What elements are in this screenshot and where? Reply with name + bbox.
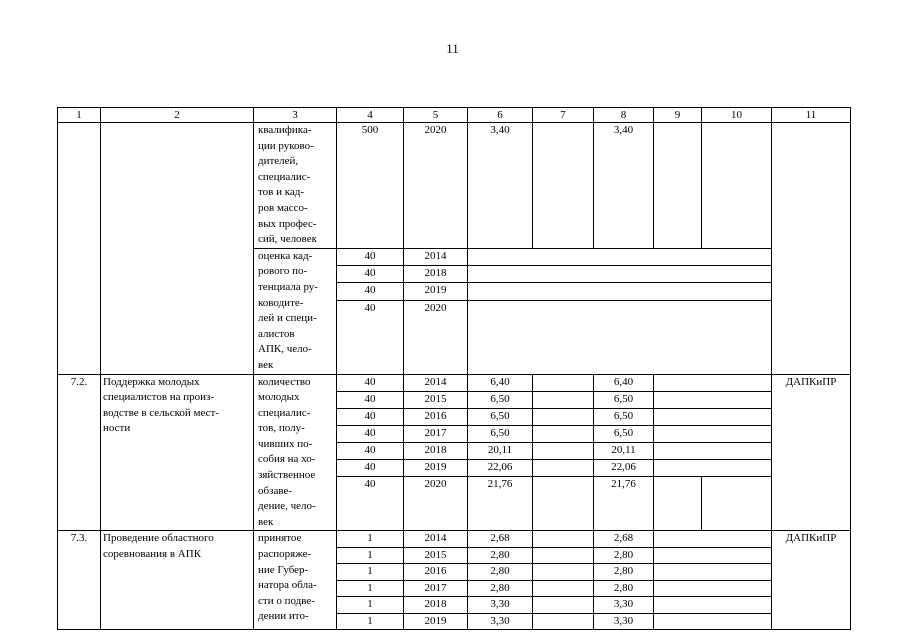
total-cell: 2,80 [468, 580, 533, 597]
year-cell: 2016 [404, 408, 468, 425]
header-cell: 2 [101, 108, 254, 123]
header-cell: 5 [404, 108, 468, 123]
empty-cell [468, 283, 772, 300]
item-number: 7.2. [58, 374, 101, 531]
indicator-cell: принятое распоряже- ние Губер- натора обла- сти о подве- дении ито- [254, 531, 337, 630]
empty-cell [654, 391, 772, 408]
num-cell [58, 123, 101, 375]
item-name: Поддержка молодых специалистов на произ- водстве в сельской мест- ности [101, 374, 254, 531]
empty-cell [654, 564, 772, 581]
regional-cell: 2,80 [594, 580, 654, 597]
extra-cell [702, 123, 772, 249]
total-cell: 6,50 [468, 425, 533, 442]
federal-cell [533, 123, 594, 249]
local-cell [654, 123, 702, 249]
year-cell: 2020 [404, 477, 468, 531]
target-value: 40 [337, 374, 404, 391]
total-cell: 20,11 [468, 443, 533, 460]
federal-cell [533, 391, 594, 408]
target-value: 1 [337, 580, 404, 597]
federal-cell [533, 477, 594, 531]
executor-cell: ДАПКиПР [772, 374, 851, 531]
regional-cell: 6,50 [594, 425, 654, 442]
target-value: 1 [337, 613, 404, 630]
empty-cell [654, 425, 772, 442]
target-value: 40 [337, 248, 404, 265]
header-cell: 8 [594, 108, 654, 123]
target-value: 40 [337, 443, 404, 460]
total-cell: 21,76 [468, 477, 533, 531]
item-name: Проведение областного соревнования в АПК [101, 531, 254, 630]
empty-cell [654, 580, 772, 597]
year-cell: 2015 [404, 547, 468, 564]
federal-cell [533, 613, 594, 630]
empty-cell [654, 374, 772, 391]
empty-cell [468, 248, 772, 265]
table-row [58, 531, 851, 548]
item-number: 7.3. [58, 531, 101, 630]
header-cell: 11 [772, 108, 851, 123]
extra-cell [702, 477, 772, 531]
year-cell: 2018 [404, 443, 468, 460]
target-value: 40 [337, 408, 404, 425]
header-cell: 4 [337, 108, 404, 123]
regional-cell: 22,06 [594, 460, 654, 477]
regional-cell: 2,68 [594, 531, 654, 548]
regional-cell: 6,50 [594, 408, 654, 425]
year-cell: 2020 [404, 300, 468, 374]
regional-cell: 2,80 [594, 547, 654, 564]
name-cell [101, 123, 254, 375]
executor-cell [772, 123, 851, 375]
header-row [58, 108, 851, 123]
year-cell: 2019 [404, 283, 468, 300]
header-cell: 9 [654, 108, 702, 123]
year-cell: 2018 [404, 597, 468, 614]
federal-cell [533, 547, 594, 564]
regional-cell: 20,11 [594, 443, 654, 460]
target-value: 40 [337, 477, 404, 531]
target-value: 1 [337, 564, 404, 581]
total-cell: 3,30 [468, 613, 533, 630]
regional-cell: 6,50 [594, 391, 654, 408]
empty-cell [654, 613, 772, 630]
target-value: 40 [337, 266, 404, 283]
empty-cell [468, 266, 772, 283]
empty-cell [654, 460, 772, 477]
program-table [57, 107, 851, 630]
regional-cell: 2,80 [594, 564, 654, 581]
empty-cell [654, 531, 772, 548]
target-value: 40 [337, 283, 404, 300]
year-cell: 2017 [404, 425, 468, 442]
total-cell: 6,40 [468, 374, 533, 391]
total-cell: 6,50 [468, 408, 533, 425]
header-cell: 7 [533, 108, 594, 123]
table-row [58, 374, 851, 391]
year-cell: 2015 [404, 391, 468, 408]
federal-cell [533, 580, 594, 597]
year-cell: 2014 [404, 248, 468, 265]
federal-cell [533, 374, 594, 391]
indicator-cell: количество молодых специалис- тов, полу- чивших по- собия на хо- зяйственное обзаве- дение, чело- век [254, 374, 337, 531]
regional-cell: 21,76 [594, 477, 654, 531]
federal-cell [533, 564, 594, 581]
total-cell: 22,06 [468, 460, 533, 477]
target-value: 40 [337, 300, 404, 374]
indicator-cell: оценка кад- рового по- тенциала ру- ководите- лей и специ- алистов АПК, чело- век [254, 248, 337, 374]
regional-cell: 3,30 [594, 597, 654, 614]
year-cell: 2014 [404, 374, 468, 391]
year-cell: 2017 [404, 580, 468, 597]
target-value: 1 [337, 597, 404, 614]
year-cell: 2020 [404, 123, 468, 249]
target-value: 40 [337, 460, 404, 477]
federal-cell [533, 531, 594, 548]
executor-cell: ДАПКиПР [772, 531, 851, 630]
year-cell: 2019 [404, 613, 468, 630]
header-cell: 3 [254, 108, 337, 123]
federal-cell [533, 460, 594, 477]
target-value: 500 [337, 123, 404, 249]
regional-cell: 3,40 [594, 123, 654, 249]
year-cell: 2016 [404, 564, 468, 581]
local-cell [654, 477, 702, 531]
year-cell: 2018 [404, 266, 468, 283]
regional-cell: 3,30 [594, 613, 654, 630]
year-cell: 2019 [404, 460, 468, 477]
target-value: 1 [337, 531, 404, 548]
total-cell: 2,68 [468, 531, 533, 548]
federal-cell [533, 408, 594, 425]
total-cell: 6,50 [468, 391, 533, 408]
page-number: 11 [446, 41, 459, 56]
empty-cell [654, 443, 772, 460]
federal-cell [533, 597, 594, 614]
header-cell: 10 [702, 108, 772, 123]
empty-cell [654, 597, 772, 614]
target-value: 40 [337, 425, 404, 442]
empty-cell [654, 408, 772, 425]
header-cell: 1 [58, 108, 101, 123]
year-cell: 2014 [404, 531, 468, 548]
total-cell: 2,80 [468, 564, 533, 581]
federal-cell [533, 443, 594, 460]
total-cell: 3,30 [468, 597, 533, 614]
total-cell: 3,40 [468, 123, 533, 249]
target-value: 1 [337, 547, 404, 564]
regional-cell: 6,40 [594, 374, 654, 391]
table-row [58, 123, 851, 249]
indicator-cell: квалифика- ции руково- дителей, специалис- тов и кад- ров массо- вых профес- сий, человек [254, 123, 337, 249]
empty-cell [654, 547, 772, 564]
target-value: 40 [337, 391, 404, 408]
total-cell: 2,80 [468, 547, 533, 564]
header-cell: 6 [468, 108, 533, 123]
federal-cell [533, 425, 594, 442]
empty-cell [468, 300, 772, 374]
